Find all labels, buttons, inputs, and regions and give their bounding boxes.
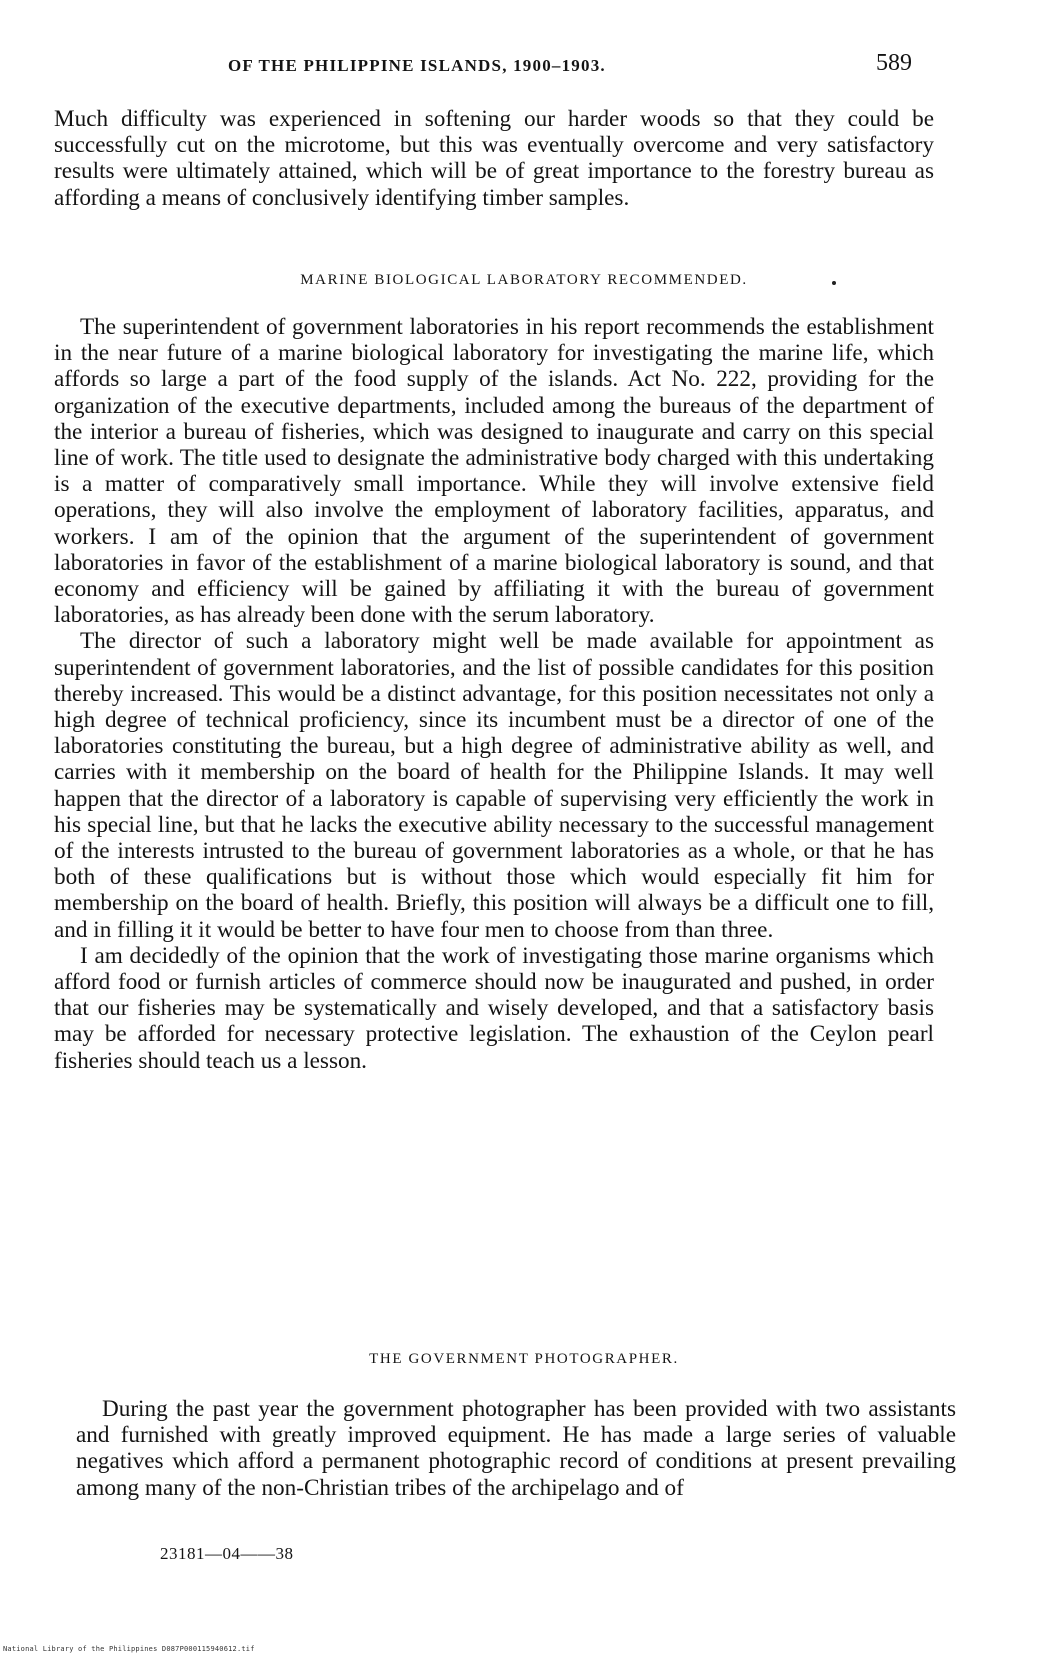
page-number: 589 [876, 50, 912, 76]
paragraph: Much difficulty was experienced in softening our harder woods so that they could be successfully cut on the microtome, but this was eventually overcome and very satisfactory results were ultimately attained, which will be of great importance to the forestry bureau as affording a means of conclusively identifying timber samples. [54, 106, 934, 211]
section-heading-government-photographer: THE GOVERNMENT PHOTOGRAPHER. [369, 1351, 679, 1367]
running-head [0, 50, 1048, 90]
running-title: OF THE PHILIPPINE ISLANDS, 1900–1903. [228, 56, 606, 75]
paragraph: During the past year the government photographer has been provided with two assistants and furnished with greatly improved equipment. He has made a large series of valuable negatives which afford a permanent photographic record of conditions at present prevailing among many of the non-Christian tribes of the archipelago and of [76, 1396, 956, 1501]
marine-section-body [54, 314, 934, 1074]
continuation-paragraph [54, 106, 934, 211]
scan-source-label: National Library of the Philippines D087P000115940612.tif [3, 1645, 255, 1653]
stray-dot-mark [832, 281, 836, 285]
printer-signature-mark: 23181—04——38 [160, 1544, 294, 1563]
paragraph: The director of such a laboratory might well be made available for appointment as superintendent of government laboratories, and the list of possible candidates for this position thereby increased. This would be a distinct advantage, for this position necessitates not only a high degree of technical proficiency, since its incumbent must be a director of one of the laboratories constituting the bureau, but a high degree of administrative ability as well, and carries with it membership on the board of health for the Philippine Islands. It may well happen that the director of a laboratory is capable of supervising very efficiently the work in his special line, but that he lacks the executive ability necessary to the successful management of the interests intrusted to the bureau of government laboratories as a whole, or that he has both of these qualifications but is without those which would especially fit him for membership on the board of health. Briefly, this position will always be a difficult one to fill, and in filling it it would be better to have four men to choose from than three. [54, 628, 934, 943]
paragraph: I am decidedly of the opinion that the work of investigating those marine organisms which afford food or furnish articles of commerce should now be inaugurated and pushed, in order that our fisheries may be systematically and wisely developed, and that a satisfactory basis may be afforded for necessary protective legislation. The exhaustion of the Ceylon pearl fisheries should teach us a lesson. [54, 942, 934, 1074]
paragraph: The superintendent of government laboratories in his report recommends the establishment in the near future of a marine biological laboratory for investigating the marine life, which affords so large a part of the food supply of the islands. Act No. 222, providing for the organization of the executive departments, included among the bureaus of the department of the interior a bureau of fisheries, which was designed to inaugurate and carry on this special line of work. The title used to designate the administrative body charged with this undertaking is a matter of comparatively small importance. While they will involve extensive field operations, they will also involve the employment of laboratory facilities, apparatus, and workers. I am of the opinion that the argument of the superintendent of government laboratories in favor of the establishment of a marine biological laboratory is sound, and that economy and efficiency will be gained by affiliating it with the bureau of government laboratories, as has already been done with the serum laboratory. [54, 314, 934, 629]
photo-section-body [76, 1396, 956, 1501]
section-heading-marine-laboratory: MARINE BIOLOGICAL LABORATORY RECOMMENDED. [300, 272, 748, 288]
